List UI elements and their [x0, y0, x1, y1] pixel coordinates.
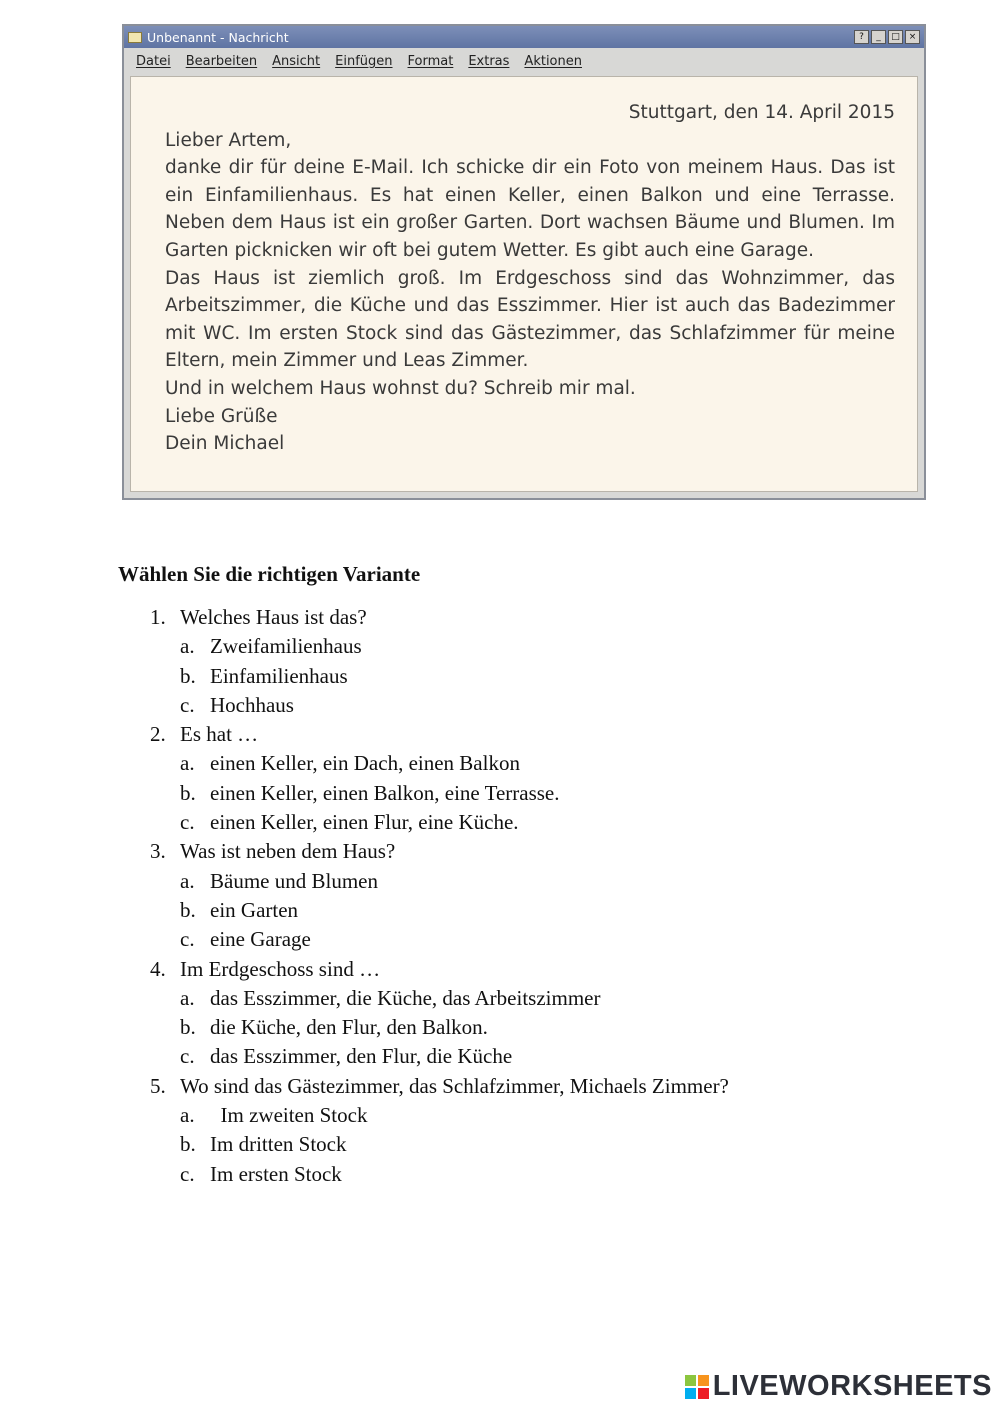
option-2c[interactable]	[150, 808, 729, 837]
menu-aktionen[interactable]: Aktionen	[524, 53, 582, 69]
option-text: einen Keller, ein Dach, einen Balkon	[210, 751, 520, 776]
window-controls	[854, 30, 920, 44]
help-icon[interactable]: ?	[854, 30, 869, 44]
liveworksheets-logo	[685, 1370, 992, 1403]
option-text: Hochhaus	[210, 692, 294, 717]
option-mark: a.	[180, 868, 195, 893]
option-2b[interactable]	[150, 779, 729, 808]
option-2a[interactable]	[150, 749, 729, 778]
logo-text: LIVEWORKSHEETS	[712, 1370, 992, 1402]
question-number: 4.	[150, 956, 166, 981]
question-number: 1.	[150, 605, 166, 629]
option-1c[interactable]	[150, 691, 729, 720]
question-list	[150, 603, 729, 1189]
option-3b[interactable]	[150, 896, 729, 925]
window-title: Unbenannt - Nachricht	[147, 29, 289, 45]
close-icon[interactable]: ×	[905, 30, 920, 44]
option-4c[interactable]	[150, 1042, 729, 1071]
option-3c[interactable]	[150, 925, 729, 954]
menu-ansicht[interactable]: Ansicht	[272, 53, 321, 69]
exercise-title: Wählen Sie die richtigen Variante	[118, 562, 421, 586]
option-text: Im ersten Stock	[210, 1161, 342, 1186]
letter-text	[165, 99, 895, 458]
envelope-icon	[128, 32, 142, 43]
menu-datei[interactable]: Datei	[136, 53, 171, 69]
menu-bearbeiten[interactable]: Bearbeiten	[185, 53, 258, 69]
option-mark: c.	[180, 927, 195, 952]
option-mark: b.	[180, 1015, 196, 1040]
message-body[interactable]	[130, 76, 918, 492]
question-text: Welches Haus ist das?	[180, 605, 367, 629]
option-mark: c.	[180, 1161, 195, 1186]
option-5b[interactable]	[150, 1130, 729, 1159]
email-window	[122, 24, 926, 500]
question-number: 5.	[150, 1073, 166, 1098]
option-text: eine Garage	[210, 927, 311, 952]
logo-square	[698, 1388, 709, 1399]
maximize-icon[interactable]: □	[888, 30, 903, 44]
option-5a[interactable]	[150, 1101, 729, 1130]
option-3a[interactable]	[150, 867, 729, 896]
menu-einfuegen[interactable]: Einfügen	[335, 53, 393, 69]
menu-extras[interactable]: Extras	[468, 53, 510, 69]
question-text: Was ist neben dem Haus?	[180, 839, 396, 864]
option-text: Einfamilienhaus	[210, 663, 348, 688]
question-number: 2.	[150, 722, 166, 747]
option-mark: c.	[180, 810, 195, 835]
option-text: die Küche, den Flur, den Balkon.	[210, 1015, 488, 1040]
question-1	[150, 603, 729, 632]
option-mark: a.	[180, 985, 195, 1010]
question-2	[150, 720, 729, 749]
option-mark: b.	[180, 897, 196, 922]
option-text: Im dritten Stock	[210, 1132, 347, 1157]
option-text: einen Keller, einen Flur, eine Küche.	[210, 810, 519, 835]
menu-format[interactable]: Format	[407, 53, 454, 69]
option-text: Bäume und Blumen	[210, 868, 378, 893]
option-text: Im zweiten Stock	[210, 1103, 368, 1128]
question-text: Im Erdgeschoss sind …	[180, 956, 381, 981]
option-5c[interactable]	[150, 1160, 729, 1189]
question-4	[150, 955, 729, 984]
logo-square	[685, 1388, 696, 1399]
option-text: das Esszimmer, die Küche, das Arbeitszimmer	[210, 985, 601, 1010]
option-mark: b.	[180, 780, 196, 805]
minimize-icon[interactable]: _	[871, 30, 886, 44]
title-bar	[124, 26, 924, 48]
question-number: 3.	[150, 839, 166, 864]
option-1a[interactable]	[150, 632, 729, 661]
question-3	[150, 837, 729, 866]
option-mark: a.	[180, 634, 195, 659]
letter-greeting: Lieber Artem,	[165, 129, 292, 151]
option-mark: a.	[180, 751, 195, 776]
option-text: das Esszimmer, den Flur, die Küche	[210, 1044, 513, 1069]
option-mark: b.	[180, 1132, 196, 1157]
option-1b[interactable]	[150, 662, 729, 691]
option-text: Zweifamilienhaus	[210, 634, 362, 659]
letter-date: Stuttgart, den 14. April 2015	[628, 102, 895, 123]
logo-squares-icon	[685, 1375, 709, 1399]
option-mark: c.	[180, 692, 195, 717]
option-mark: a.	[180, 1103, 195, 1128]
letter-paragraph-2: Das Haus ist ziemlich groß. Im Erdgeschoss sind das Wohnzimmer, das Arbeitszimmer, die Küche und das Esszimmer. Hier ist auch das Badezimmer mit WC. Im ersten Stock sind das Gästezimmer, das Schlafzimmer für meine Eltern, mein Zimmer und Leas Zimmer.	[165, 267, 895, 372]
question-text: Es hat …	[180, 722, 259, 747]
letter-paragraph-1: danke dir für deine E-Mail. Ich schicke dir ein Foto von meinem Haus. Das ist ein Einfamilienhaus. Es hat einen Keller, einen Balkon und eine Terrasse. Neben dem Haus ist ein großer Garten. Dort wachsen Bäume und Blumen. Im Garten picknicken wir oft bei gutem Wetter. Es gibt auch eine Garage.	[165, 157, 895, 261]
option-text: ein Garten	[210, 897, 299, 922]
question-5	[150, 1072, 729, 1101]
question-text: Wo sind das Gästezimmer, das Schlafzimmer, Michaels Zimmer?	[180, 1073, 729, 1098]
option-text: einen Keller, einen Balkon, eine Terrasse.	[210, 780, 560, 805]
option-4a[interactable]	[150, 984, 729, 1013]
logo-square	[698, 1375, 709, 1386]
letter-signature: Dein Michael	[165, 433, 285, 455]
letter-question: Und in welchem Haus wohnst du? Schreib mir mal.	[165, 377, 636, 399]
menu-bar	[124, 48, 924, 74]
option-mark: b.	[180, 663, 196, 688]
logo-square	[685, 1375, 696, 1386]
letter-closing: Liebe Grüße	[165, 405, 278, 427]
option-mark: c.	[180, 1044, 195, 1069]
option-4b[interactable]	[150, 1013, 729, 1042]
